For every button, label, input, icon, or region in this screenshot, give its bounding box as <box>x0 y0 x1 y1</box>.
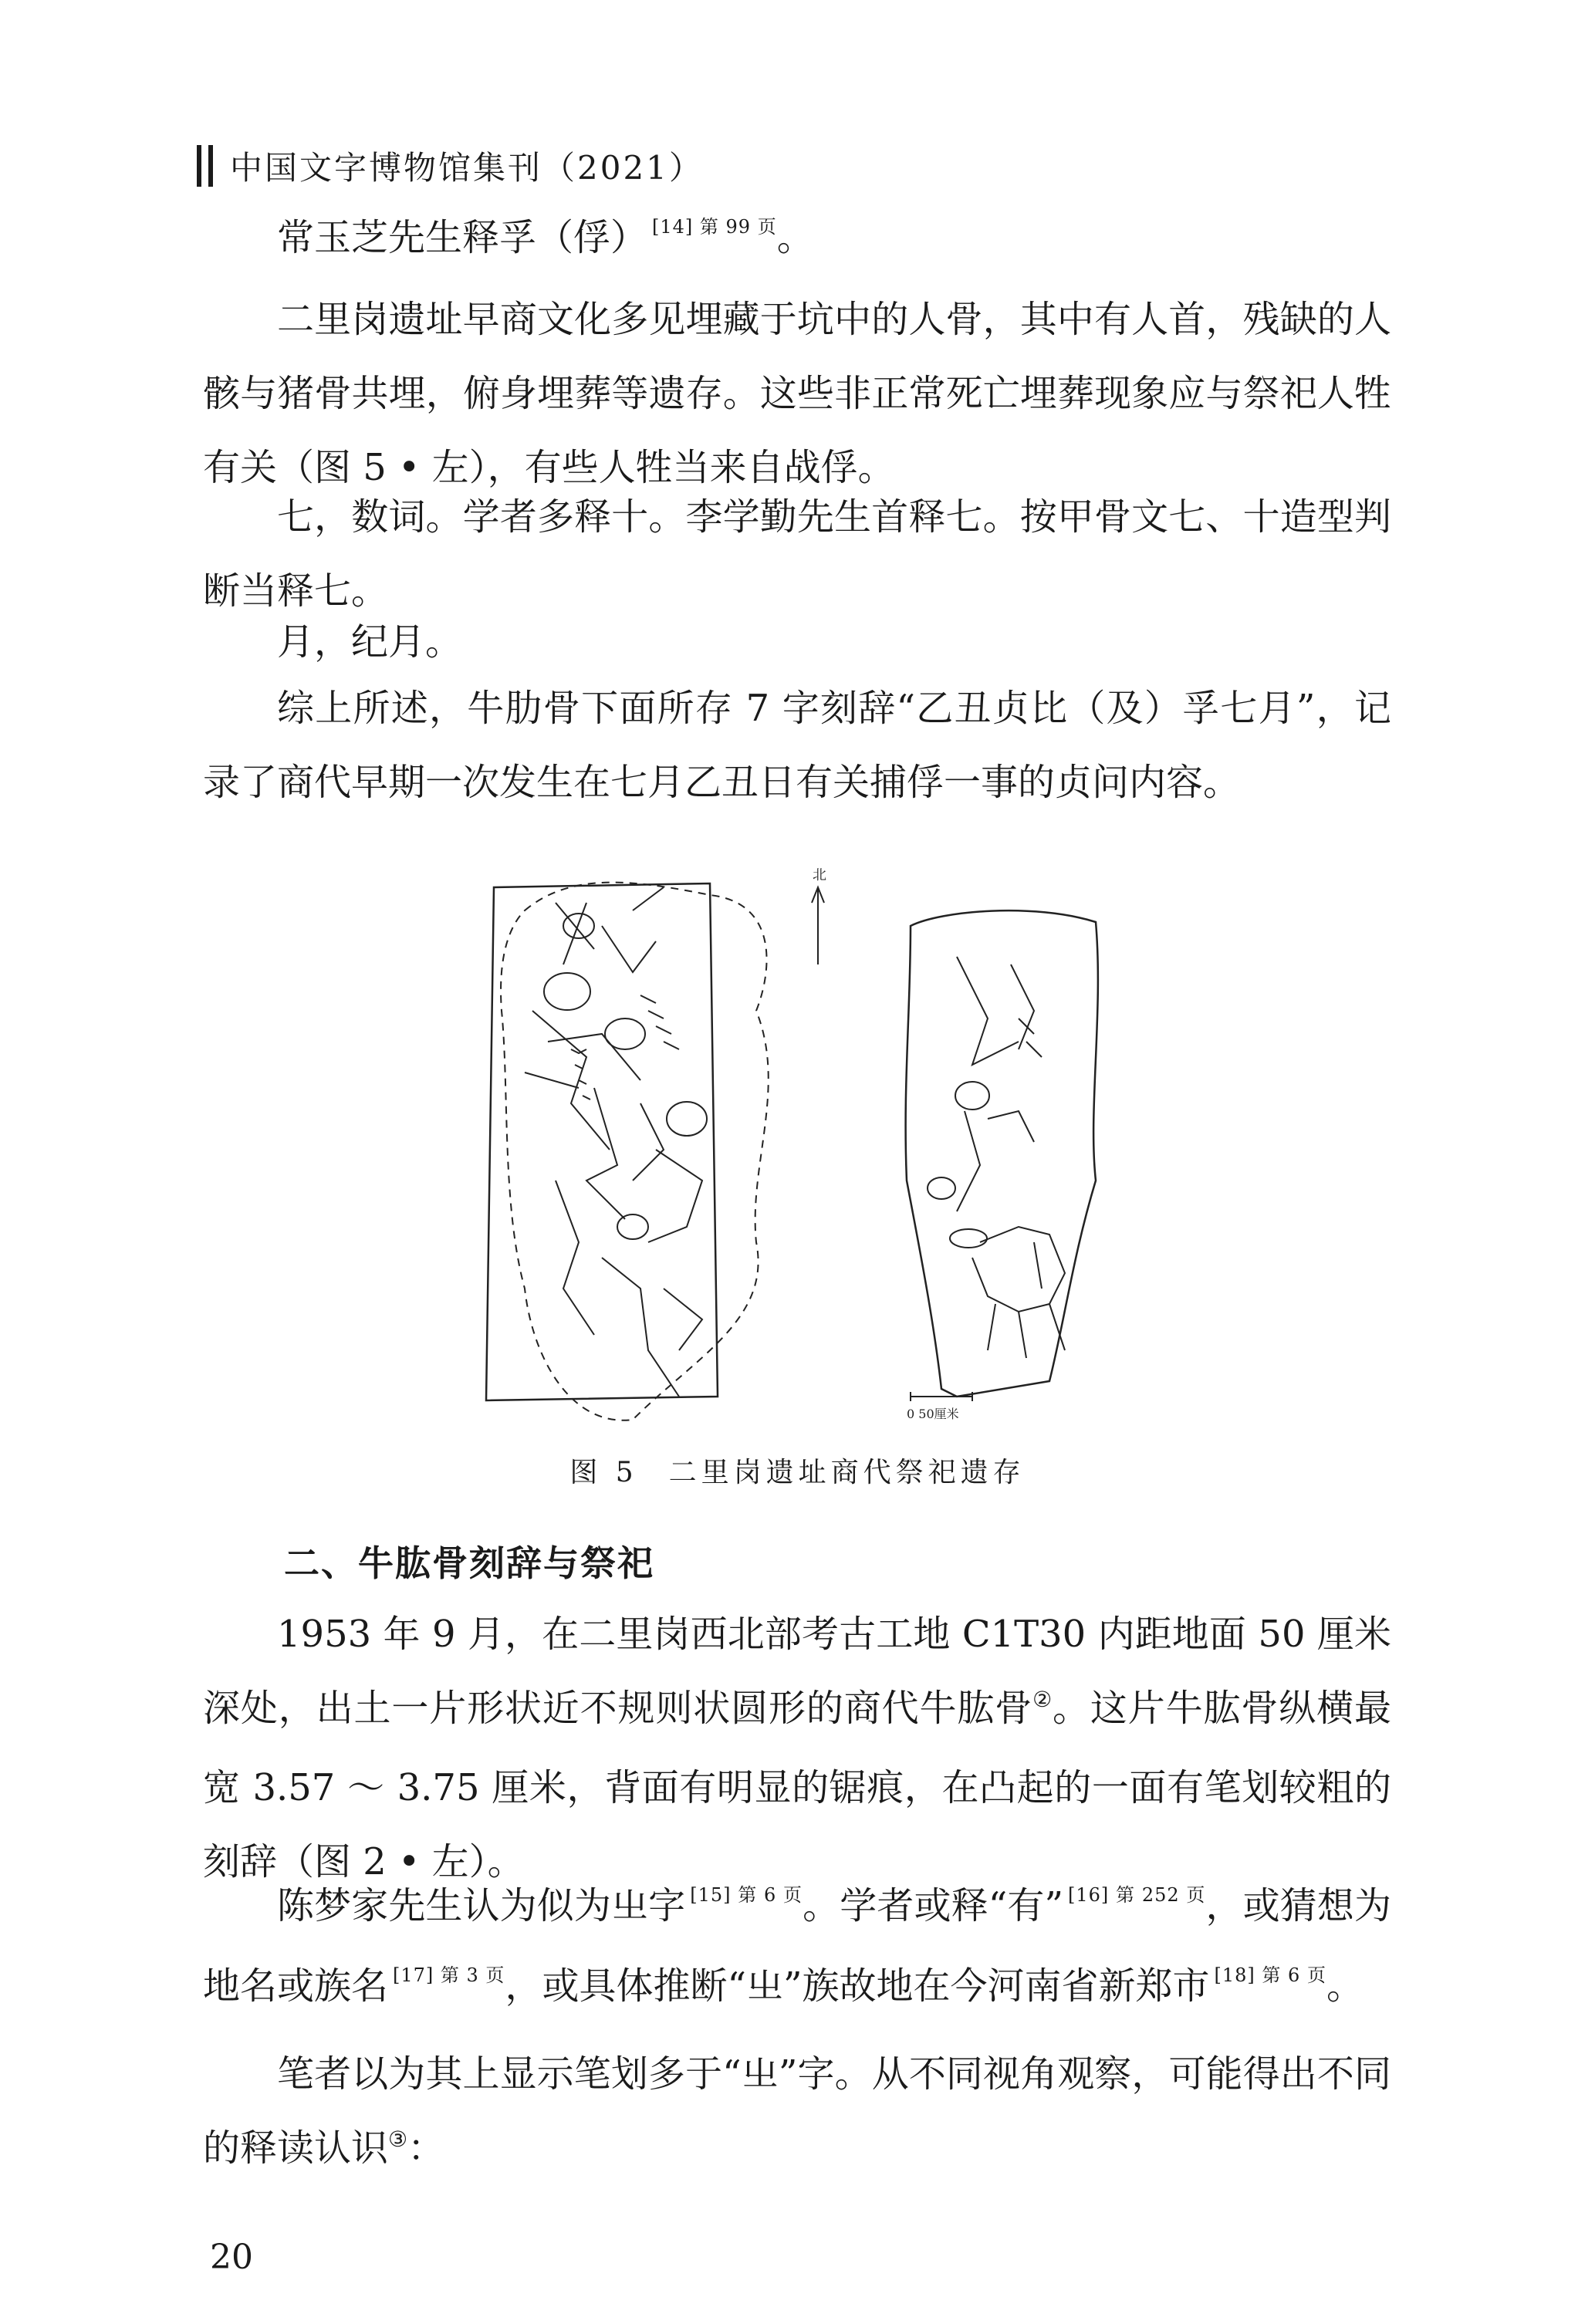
paragraph-1: 常玉芝先生释孚（俘） $^{[14] 第 99 页}$。 <box>277 216 814 259</box>
paragraph-4: 月，纪月。 <box>277 620 463 664</box>
right-pit-outline <box>906 910 1098 1397</box>
figure-caption <box>0 1451 1595 1490</box>
scale-bar <box>911 1392 972 1401</box>
paragraph-5: 综上所述，牛肋骨下面所存 7 字刻辞“乙丑贞比（及）孚七月”，记录了商代早期一次发生在七月乙丑日有关捕俘一事的贞问内容。 <box>203 687 1391 804</box>
burial-pit-drawing <box>478 856 1157 1443</box>
right-skeleton <box>928 957 1065 1358</box>
scale-label: 0 50厘米 <box>907 1407 959 1421</box>
header-bars-icon <box>197 145 213 187</box>
disturbance-outline <box>501 883 769 1420</box>
running-header <box>197 143 704 189</box>
figure-title: 二里岗遗址商代祭祀遗存 <box>668 1457 1026 1488</box>
citation-ref: [18] 第 6 页 <box>1214 1964 1326 1986</box>
paragraph-7: 陈梦家先生认为似为㞢字 $^{[15] 第 6 页}$。学者或释“有” $^{[16] 第 252 页}$，或猜想为地名或族名 $^{[17] 第 3 页}$，或具体推断“㞢”族故地在今河南省新郑市 $^{[18] 第 6 页}$。 <box>203 1884 1391 2008</box>
north-label: 北 <box>813 867 826 883</box>
footnote-marker: ② <box>1032 1687 1053 1712</box>
paragraph-8: 笔者以为其上显示笔划多于“㞢”字。从不同视角观察，可能得出不同的释读认识③： <box>203 2052 1391 2170</box>
citation-ref: [14] 第 99 页 <box>652 216 777 238</box>
journal-title: 中国文字博物馆集刊（2021） <box>230 149 704 187</box>
paragraph-2: 二里岗遗址早商文化多见埋藏于坑中的人骨，其中有人首，残缺的人骸与猪骨共埋，俯身埋葬等遗存。这些非正常死亡埋葬现象应与祭祀人牲有关（图 5 • 左），有些人牲当来自战俘。 <box>203 298 1391 489</box>
citation-ref: [15] 第 6 页 <box>690 1884 803 1906</box>
north-arrow-icon <box>812 887 824 964</box>
citation-ref: [16] 第 252 页 <box>1068 1884 1206 1906</box>
figure-number: 图 5 <box>569 1457 638 1488</box>
footnote-marker: ③ <box>388 2126 408 2152</box>
left-pit-outline <box>486 883 718 1400</box>
citation-ref: [17] 第 3 页 <box>393 1964 505 1986</box>
paragraph-3: 七，数词。学者多释十。李学勤先生首释七。按甲骨文七、十造型判断当释七。 <box>203 495 1391 613</box>
section-heading: 二、牛肱骨刻辞与祭祀 <box>284 1542 654 1584</box>
page-number: 20 <box>210 2238 253 2277</box>
left-skeletons <box>525 887 707 1397</box>
paragraph-6: 1953 年 9 月，在二里岗西北部考古工地 C1T30 内距地面 50 厘米深处，出土一片形状近不规则状圆形的商代牛肱骨②。这片牛肱骨纵横最宽 3.57 ～ 3.75 厘米，背面有明显的锯痕，在凸起的一面有笔划较粗的刻辞（图 2 • 左）。 <box>203 1613 1391 1883</box>
